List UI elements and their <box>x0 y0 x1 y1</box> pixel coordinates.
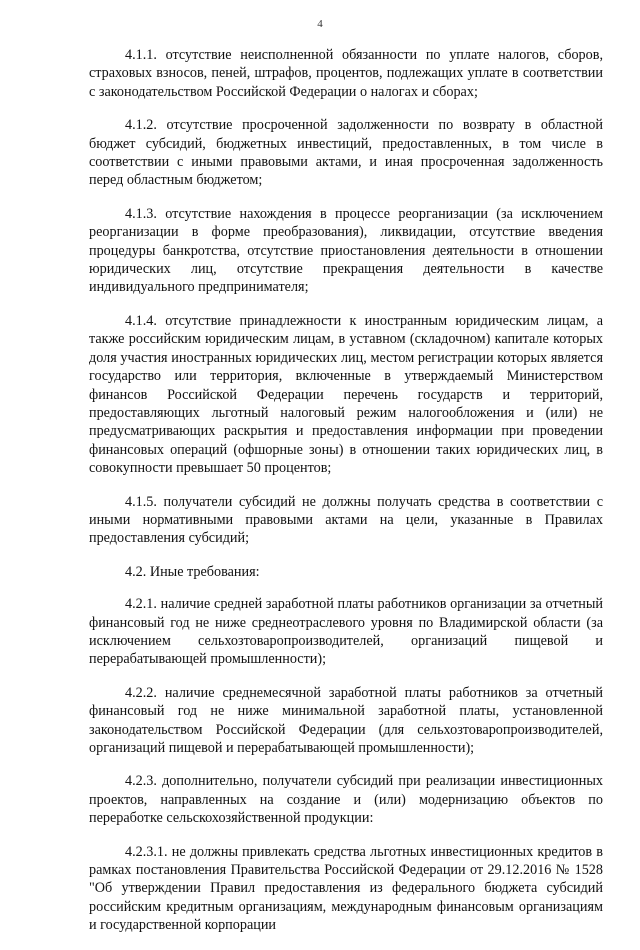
paragraph-4-1-3: 4.1.3. отсутствие нахождения в процессе реорганизации (за исключением реорганизации в форме преобразования), ликвидации, отсутствие введения процедуры банкротства, отсутствие приостановления деятельности в отношении юридических лиц, отсутствие прекращения деятельности в качестве индивидуального предпринимателя; <box>89 205 603 296</box>
paragraph-4-2-3: 4.2.3. дополнительно, получатели субсидий при реализации инвестиционных проектов, направленных на создание и (или) модернизацию объектов по переработке сельскохозяйственной продукции: <box>89 773 603 827</box>
document-body <box>89 46 603 950</box>
paragraph-4-2-3-1: 4.2.3.1. не должны привлекать средства льготных инвестиционных кредитов в рамках постановления Правительства Российской Федерации от 29.12.2016 № 1528 "Об утверждении Правил предоставления из федерального бюджета субсидий российским кредитным организациям, международным финансовым организациям и государственной корпорации <box>89 843 603 934</box>
paragraph-4-1-2: 4.1.2. отсутствие просроченной задолженности по возврату в областной бюджет субсидий, бюджетных инвестиций, предоставленных, в том числе в соответствии с иными правовыми актами, и иная просроченная задолженность перед областным бюджетом; <box>89 117 603 189</box>
paragraph-4-1-4: 4.1.4. отсутствие принадлежности к иностранным юридическим лицам, а также российским юридическим лицам, в уставном (складочном) капитале которых доля участия иностранных юридических лиц, местом регистрации которых является государство или территория, включенные в утверждаемый Министерством финансов Российской Федерации перечень государств и территорий, предоставляющих льготный налоговый режим налогообложения и (или) не предусматривающих раскрытия и предоставления информации при проведении финансовых операций (офшорные зоны) в отношении таких юридических лиц, в совокупности превышает 50 процентов; <box>89 312 603 477</box>
paragraph-4-1-5: 4.1.5. получатели субсидий не должны получать средства в соответствии с иными нормативными правовыми актами на цели, указанные в Правилах предоставления субсидий; <box>89 493 603 547</box>
paragraph-4-1-1: 4.1.1. отсутствие неисполненной обязанности по уплате налогов, сборов, страховых взносов, пеней, штрафов, процентов, подлежащих уплате в соответствии с законодательством Российской Федерации о налогах и сборах; <box>89 47 603 100</box>
page-number: 4 <box>317 18 323 30</box>
paragraph-4-2-2: 4.2.2. наличие среднемесячной заработной платы работников за отчетный финансовый год не ниже минимальной заработной платы, установленной законодательством Российской Федерации (для сельхозтоваропроизводителей, организаций пищевой и перерабатывающей промышленности); <box>89 684 603 756</box>
paragraph-4-2-1: 4.2.1. наличие средней заработной платы работников организации за отчетный финансовый год не ниже среднеотраслевого уровня по Владимирской области (за исключением сельхозтоваропроизводителей, организаций пищевой и перерабатывающей промышленности); <box>89 596 603 668</box>
paragraph-4-2-heading: 4.2. Иные требования: <box>125 563 260 580</box>
